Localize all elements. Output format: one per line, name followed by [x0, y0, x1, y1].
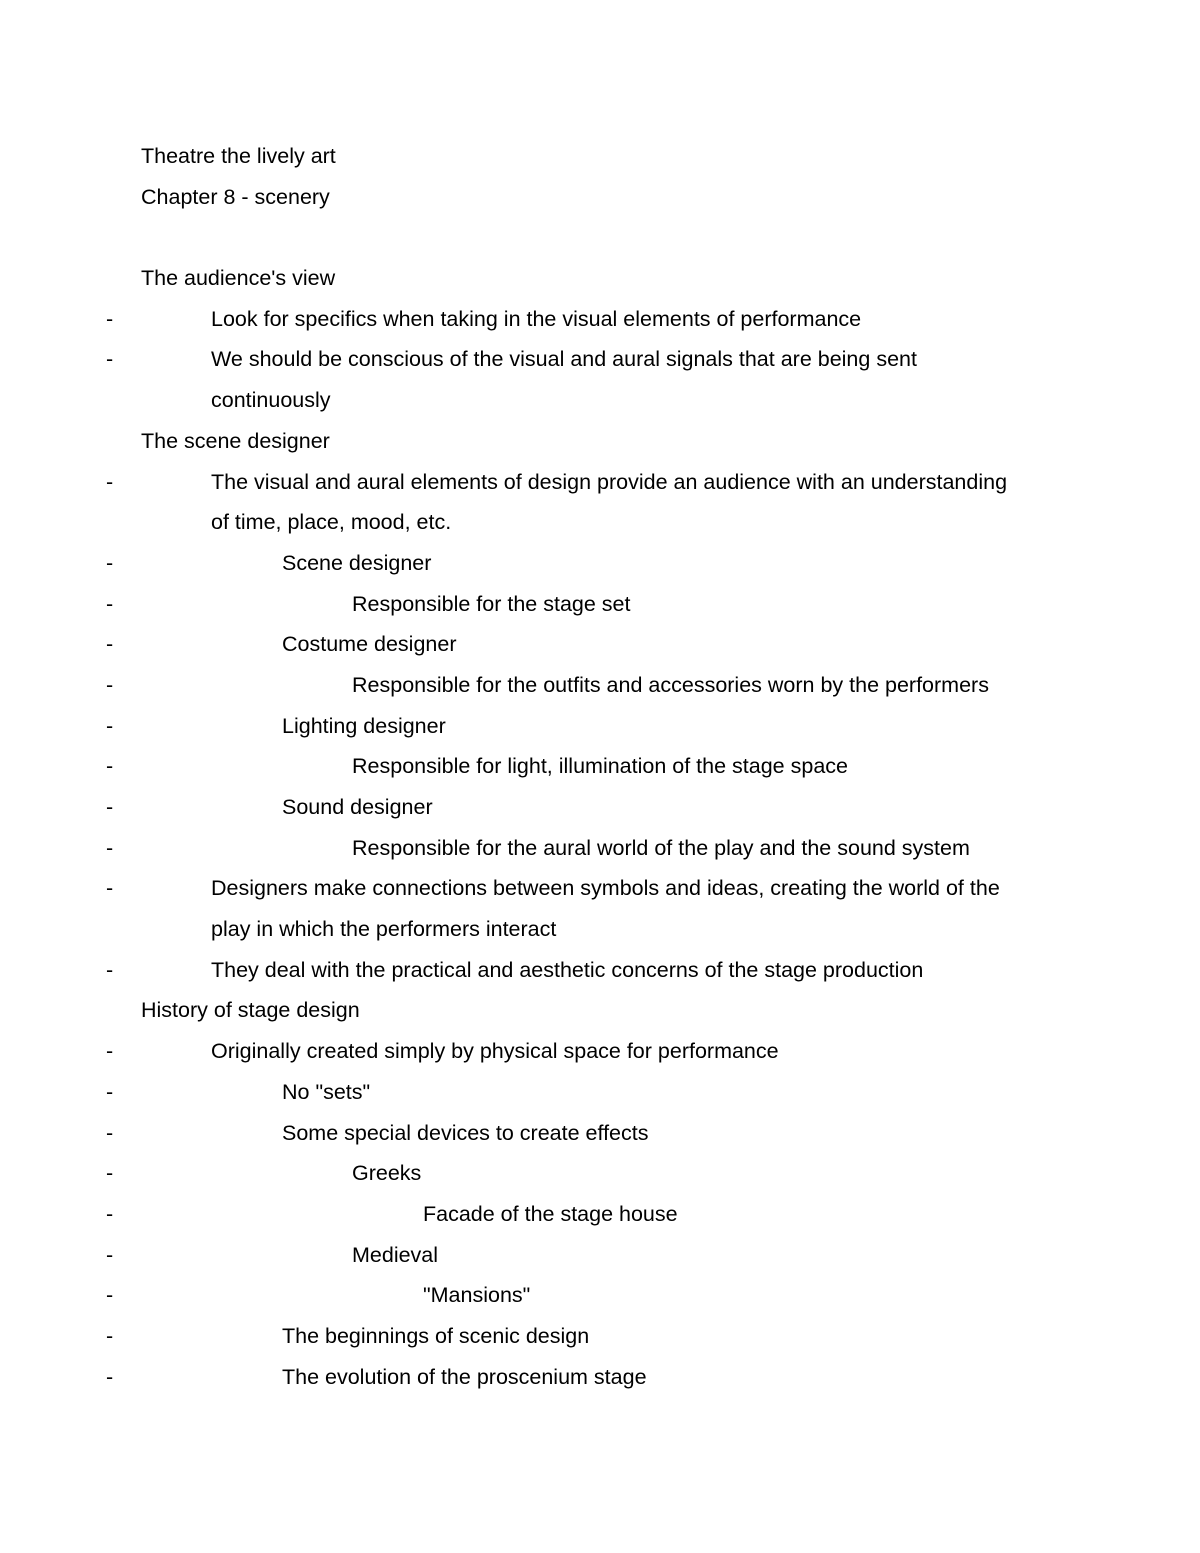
list-item-text: Designers make connections between symbols and ideas, creating the world of the play in which the performers interact: [211, 876, 1000, 942]
bullet-dash: -: [106, 1079, 114, 1104]
bullet-dash: -: [106, 835, 114, 860]
bullet-dash: -: [106, 713, 114, 738]
bullet-dash: -: [106, 795, 114, 820]
list-item: [106, 787, 1081, 828]
list-item-text: Look for specifics when taking in the visual elements of performance: [211, 306, 862, 331]
bullet-dash: -: [106, 1242, 114, 1267]
list-item: [106, 1031, 1081, 1072]
bullet-dash: -: [106, 1161, 114, 1186]
blank-line: [141, 217, 1081, 258]
list-item: [106, 584, 1081, 625]
bullet-dash: -: [106, 469, 114, 494]
list-item-text: They deal with the practical and aesthetic concerns of the stage production: [211, 957, 924, 982]
document-title: Theatre the lively art: [141, 144, 336, 168]
list-item-text: Responsible for light, illumination of the stage space: [352, 754, 848, 779]
list-item-text: Lighting designer: [282, 713, 446, 738]
list-item: [106, 339, 1081, 420]
list-item: [106, 462, 1081, 543]
bullet-dash: -: [106, 754, 114, 779]
bullet-dash: -: [106, 1323, 114, 1348]
section-heading-history: History of stage design: [141, 998, 360, 1023]
list-item-text: No "sets": [282, 1079, 371, 1104]
list-item-text: We should be conscious of the visual and aural signals that are being sent continuously: [211, 347, 917, 413]
bullet-dash: -: [106, 1364, 114, 1389]
list-item: [106, 1194, 1081, 1235]
list-item: [106, 624, 1081, 665]
list-item-text: Responsible for the outfits and accessories worn by the performers: [352, 672, 989, 697]
list-item: [106, 1357, 1081, 1398]
section-heading-scene-designer: The scene designer: [141, 428, 330, 453]
list-item: [106, 746, 1081, 787]
bullet-dash: -: [106, 1039, 114, 1064]
list-item-text: The visual and aural elements of design provide an audience with an understanding of time, place, mood, etc.: [211, 469, 1008, 535]
bullet-dash: -: [106, 306, 114, 331]
bullet-dash: -: [106, 632, 114, 657]
list-item-text: Some special devices to create effects: [282, 1120, 649, 1145]
list-item-text: Scene designer: [282, 550, 432, 575]
list-item: [106, 868, 1081, 949]
list-item-text: Facade of the stage house: [423, 1201, 678, 1226]
bullet-dash: -: [106, 1283, 114, 1308]
section-heading-audience-view: The audience's view: [141, 266, 336, 291]
list-item-text: Costume designer: [282, 632, 457, 657]
list-item: [106, 706, 1081, 747]
list-item: [106, 1235, 1081, 1276]
notes-content: [106, 136, 1081, 1397]
bullet-dash: -: [106, 591, 114, 616]
list-item-text: Originally created simply by physical space for performance: [211, 1039, 779, 1064]
list-item: [106, 1153, 1081, 1194]
list-item-text: Greeks: [352, 1161, 422, 1186]
list-item-text: Sound designer: [282, 795, 433, 820]
list-item-text: Responsible for the aural world of the play and the sound system: [352, 835, 970, 860]
list-item-text: "Mansions": [423, 1283, 531, 1308]
bullet-dash: -: [106, 1201, 114, 1226]
list-item: [106, 1072, 1081, 1113]
list-item: [106, 543, 1081, 584]
bullet-dash: -: [106, 1120, 114, 1145]
list-item: [106, 299, 1081, 340]
list-item: [106, 1316, 1081, 1357]
chapter-heading: Chapter 8 - scenery: [141, 184, 330, 209]
bullet-dash: -: [106, 550, 114, 575]
list-item-text: Responsible for the stage set: [352, 591, 631, 616]
list-item: [106, 828, 1081, 869]
list-item: [106, 665, 1081, 706]
bullet-dash: -: [106, 672, 114, 697]
list-item-text: Medieval: [352, 1242, 439, 1267]
list-item: [106, 950, 1081, 991]
list-item: [106, 1275, 1081, 1316]
list-item-text: The beginnings of scenic design: [282, 1323, 590, 1348]
list-item-text: The evolution of the proscenium stage: [282, 1364, 647, 1389]
list-item: [106, 1113, 1081, 1154]
bullet-dash: -: [106, 347, 114, 372]
bullet-dash: -: [106, 876, 114, 901]
bullet-dash: -: [106, 957, 114, 982]
